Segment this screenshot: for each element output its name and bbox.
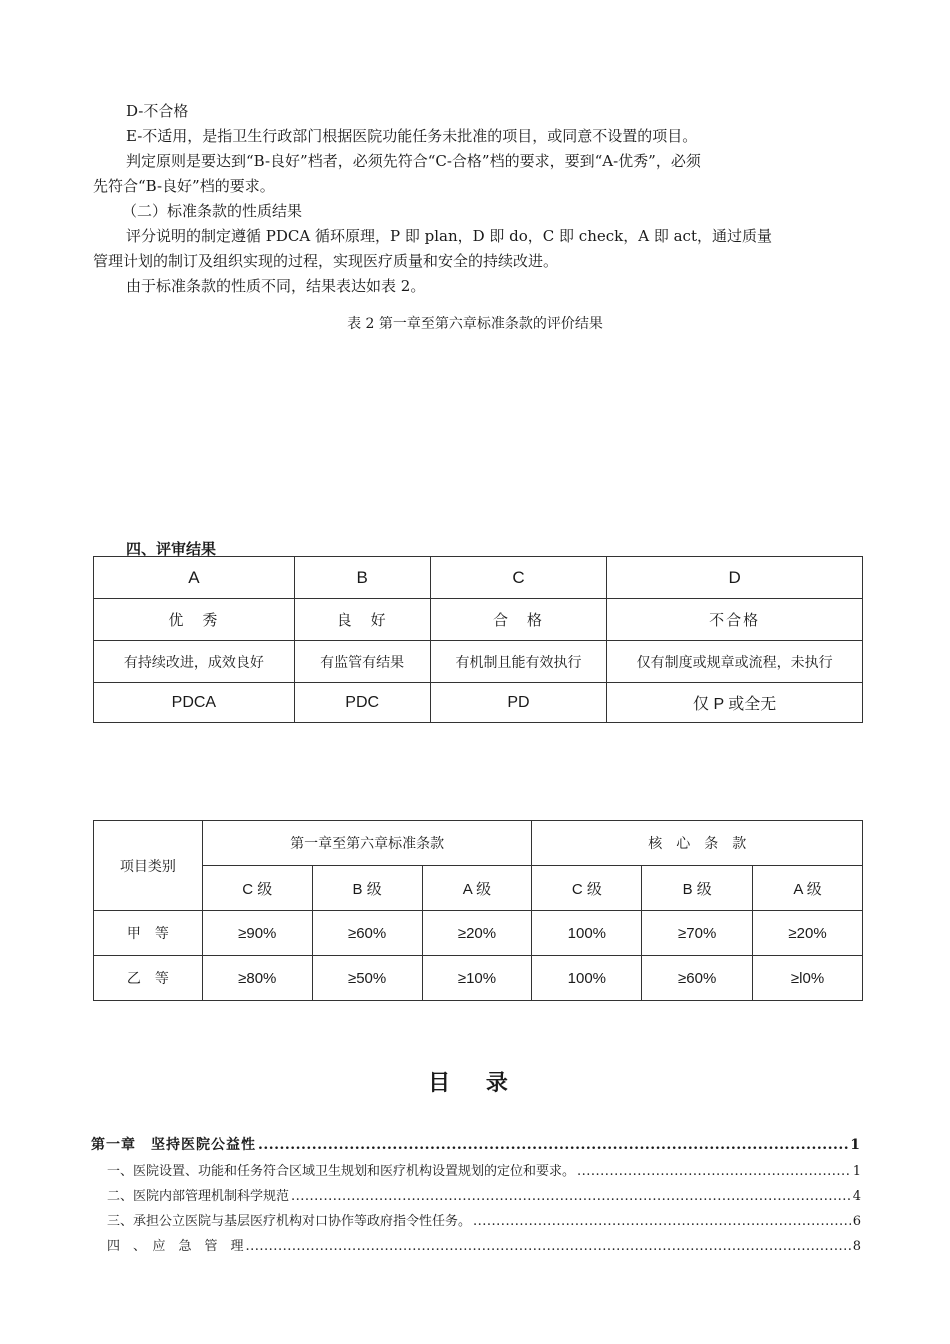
category-header: 项目类别 [94, 821, 203, 911]
toc-entry-text: 四 、 应 急 管 理 [107, 1239, 244, 1254]
toc-page-number: 1 [852, 1164, 861, 1179]
toc-page-number: 1 [850, 1137, 861, 1153]
value-cell: ≥80% [202, 956, 312, 1001]
paragraph-pdca-2: 管理计划的制订及组织实现的过程，实现医疗质量和安全的持续改进。 [93, 252, 559, 270]
paragraph-table-ref: 由于标准条款的性质不同，结果表达如表 2。 [126, 277, 426, 295]
grade-desc-cell: 有持续改进，成效良好 [94, 641, 295, 683]
group-header-standard: 第一章至第六章标准条款 [202, 821, 532, 866]
table-row [94, 866, 863, 911]
sub-header: A 级 [753, 866, 863, 911]
toc-title: 目 录 [428, 1070, 522, 1096]
row-label: 甲 等 [94, 911, 203, 956]
value-cell: ≥70% [642, 911, 753, 956]
paragraph-principle-2: 先符合“B-良好”档的要求。 [93, 177, 275, 195]
value-cell: 100% [532, 956, 642, 1001]
toc-entry-text: 一、医院设置、功能和任务符合区域卫生规划和医疗机构设置规划的定位和要求。 [107, 1164, 576, 1179]
value-cell: 100% [532, 911, 642, 956]
pdca-cell: 仅 P 或全无 [607, 683, 863, 723]
toc-chapter-entry[interactable] [91, 1134, 861, 1154]
value-cell: ≥l0% [753, 956, 863, 1001]
section-heading: 四、评审结果 [126, 540, 217, 558]
table-row [94, 911, 863, 956]
sub-header: B 级 [642, 866, 753, 911]
value-cell: ≥10% [422, 956, 532, 1001]
grade-cell: A [94, 557, 295, 599]
grade-desc-cell: 有机制且能有效执行 [430, 641, 607, 683]
value-cell: ≥90% [202, 911, 312, 956]
row-label: 乙 等 [94, 956, 203, 1001]
paragraph-d-fail: D-不合格 [126, 102, 189, 120]
toc-entry-text: 二、医院内部管理机制科学规范 [107, 1189, 290, 1204]
sub-header: C 级 [532, 866, 642, 911]
grade-table [93, 556, 863, 723]
table-row [94, 683, 863, 723]
level-table [93, 820, 863, 1001]
grade-name-cell: 合 格 [430, 599, 607, 641]
grade-cell: B [294, 557, 430, 599]
table-row [94, 641, 863, 683]
toc-page-number: 6 [852, 1214, 861, 1229]
table-caption: 表 2 第一章至第六章标准条款的评价结果 [347, 316, 603, 332]
toc-entry-text: 三、承担公立医院与基层医疗机构对口协作等政府指令性任务。 [107, 1214, 472, 1229]
pdca-cell: PDCA [94, 683, 295, 723]
toc-leader [258, 1137, 848, 1153]
value-cell: ≥60% [642, 956, 753, 1001]
grade-desc-cell: 仅有制度或规章或流程，未执行 [607, 641, 863, 683]
pdca-cell: PD [430, 683, 607, 723]
grade-desc-cell: 有监管有结果 [294, 641, 430, 683]
paragraph-e-na: E-不适用，是指卫生行政部门根据医院功能任务未批准的项目，或同意不设置的项目。 [126, 127, 698, 145]
paragraph-pdca-1: 评分说明的制定遵循 PDCA 循环原理，P 即 plan，D 即 do，C 即 check，A 即 act，通过质量 [126, 227, 772, 245]
value-cell: ≥50% [312, 956, 422, 1001]
grade-cell: D [607, 557, 863, 599]
table-row [94, 557, 863, 599]
toc-section-entry[interactable] [107, 1235, 861, 1254]
grade-name-cell: 优 秀 [94, 599, 295, 641]
group-header-core: 核 心 条 款 [532, 821, 863, 866]
toc-leader [577, 1164, 851, 1179]
grade-name-cell: 良 好 [294, 599, 430, 641]
subsection-heading: （二）标准条款的性质结果 [122, 202, 303, 220]
toc-leader [291, 1189, 851, 1204]
pdca-cell: PDC [294, 683, 430, 723]
table-row [94, 956, 863, 1001]
value-cell: ≥20% [753, 911, 863, 956]
toc-entry-text: 第一章 坚持医院公益性 [91, 1137, 256, 1153]
sub-header: A 级 [422, 866, 532, 911]
toc-leader [246, 1239, 851, 1254]
grade-name-cell: 不合格 [607, 599, 863, 641]
grade-cell: C [430, 557, 607, 599]
toc-leader [473, 1214, 851, 1229]
toc-section-entry[interactable] [107, 1160, 861, 1179]
table-row [94, 821, 863, 866]
sub-header: B 级 [312, 866, 422, 911]
paragraph-principle-1: 判定原则是要达到“B-良好”档者，必须先符合“C-合格”档的要求，要到“A-优秀”，必须 [126, 152, 701, 170]
value-cell: ≥20% [422, 911, 532, 956]
sub-header: C 级 [202, 866, 312, 911]
value-cell: ≥60% [312, 911, 422, 956]
table-row [94, 599, 863, 641]
toc-page-number: 4 [852, 1189, 861, 1204]
toc-section-entry[interactable] [107, 1185, 861, 1204]
toc-page-number: 8 [852, 1239, 861, 1254]
toc-section-entry[interactable] [107, 1210, 861, 1229]
